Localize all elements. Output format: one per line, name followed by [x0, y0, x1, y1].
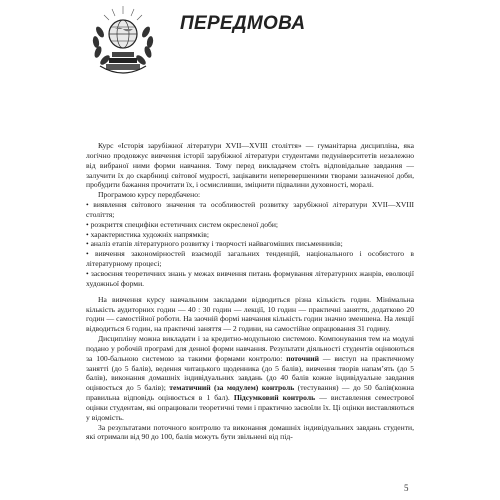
intro-paragraph: Курс «Історія зарубіжної літератури XVII—XVIII століття» — гуманітарна дисципліна, яка логічно продовжує вивчення історії зарубіжної літератури студентами педуніверситетів незалежно від вибраної ними форми навчання. Тому перед викладачем стоїть відповідальне завдання — залучити їх до скарбниці світової мудрості, зацікавити неперевершеними творами зазначеної доби, пробудити бажання прочитати їх, і осмисливши, зміцнити підвалини духовності, моралі. — [86, 141, 414, 190]
modular-text: — виставлення семестрової оцінки студентам, які опрацювали теоретичні теми і практично засвоїли їх. Ці оцінки виставляються у відомість. — [86, 393, 414, 422]
list-item: • засвоєння теоретичних знань у межах вивчення питань формування літературних жанрів, еволюції художньої форми. — [86, 269, 414, 289]
credit-modular-paragraph — [86, 334, 414, 423]
body-text — [86, 141, 414, 442]
program-lead-paragraph: Програмою курсу передбачено: — [98, 190, 201, 200]
modular-text: (тестування) — до 50 балів(кожна правильна відповідь оцінюється в 1 бал). — [86, 383, 415, 403]
final-control-term: Підсумковий контроль — [233, 393, 316, 403]
hours-paragraph: На вивчення курсу навчальним закладами відводиться різна кількість годин. Мінімальна кількість аудиторних годин — 40 : 30 годин — лекції, 10 годин — практичні заняття, додатково 20 годин — самостійної роботи. На заочній формі навчання кількість годин значно зменшена. На лекції відводиться 6 годин, на практичні заняття — 2 години, на самостійне опрацювання 31 годину. — [86, 294, 414, 334]
page-number: 5 — [404, 483, 409, 493]
current-control-term: поточний — [286, 353, 319, 363]
list-item: • характеристика художніх напрямків; — [86, 230, 414, 240]
globe-laurel-emblem-icon — [82, 4, 164, 76]
list-item: • вивчення закономірностей взаємодії загальних тенденцій, національного і особистого в літературному процесі; — [86, 249, 414, 269]
program-goals-list — [86, 200, 414, 289]
modular-text: — виступ на практичному занятті (до 5 балів), ведення читацького щоденника (до 5 балів), вивчення творів напам’ять (до 5 балів), виконання домашніх індивідуальних завдань (до 40 балів кожне індивідуальне завдання оцінюється до 5 балів); — [86, 353, 415, 393]
modular-text: Дисципліну можна викладати і за кредитно-модульною системою. Компонування тем на модулі подано у робочій програмі для денної форми навчання. Результати діяльності студентів оцінюються за 100-бальною системою за такими формами контролю: — [86, 334, 414, 363]
list-item: • розкриття специфіки естетичних систем окресленої доби; — [86, 220, 414, 230]
list-item: • виявлення світового значення та особливостей розвитку зарубіжної літератури XVII—XVIII століття; — [86, 200, 414, 220]
list-item: • аналіз етапів літературного розвитку і творчості найвагоміших письменників; — [86, 239, 414, 249]
page-title: ПЕРЕДМОВА — [180, 13, 306, 34]
results-paragraph: За результатами поточного контролю та виконання домашніх індивідуальних завдань студенти, які отримали від 90 до 100, балів можуть бути звільнені від під- — [86, 422, 414, 442]
thematic-control-term: тематичний (за модулем) контроль — [169, 383, 295, 393]
